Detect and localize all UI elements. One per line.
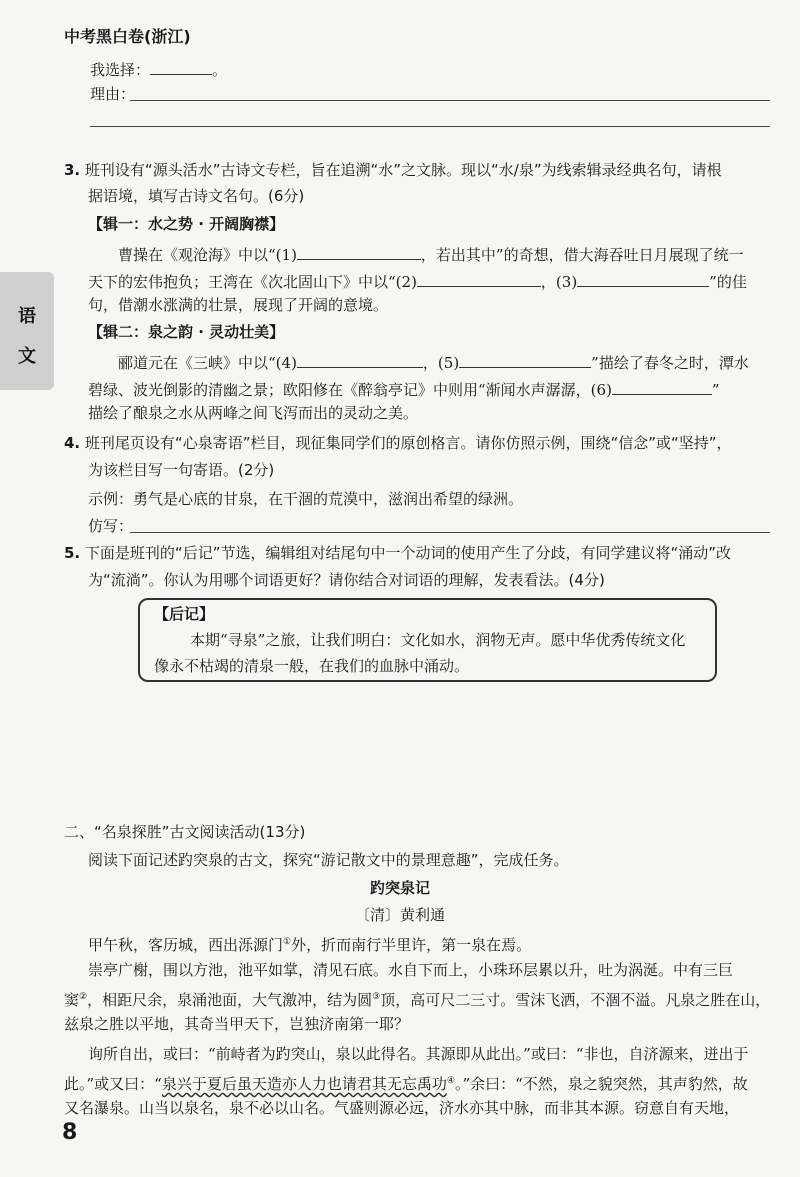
afterword-title: 【后记】: [154, 605, 215, 623]
q3-line-1: 3. 班刊设有“源头活水”古诗文专栏，旨在追溯“水”之文脉。现以“水/泉”为线索辑录经典名句，请根: [64, 161, 722, 179]
blank-3[interactable]: [577, 268, 709, 287]
side-tab-char-1: 语: [18, 306, 36, 327]
q5-number: 5.: [64, 544, 81, 562]
part2-intro: 阅读下面记述趵突泉的古文，探究“游记散文中的景理意趣”，完成任务。: [88, 851, 569, 869]
reason-line-2[interactable]: [90, 126, 770, 127]
q3-sec1-line-3: 句，借潮水涨满的壮景，展现了开阔的意境。: [88, 296, 389, 314]
header-title: 中考黑白卷(浙江): [64, 27, 191, 46]
q3-sec1-line-2: 天下的宏伟抱负；王湾在《次北固山下》中以“(2) ，(3) ”的佳: [88, 268, 747, 292]
q5-line-1: 5. 下面是班刊的“后记”节选，编辑组对结尾句中一个动词的使用产生了分歧，有同学建议将“涌动”改: [64, 544, 732, 562]
q3-sec2-line-1: 郦道元在《三峡》中以“(4) ，(5) ”描绘了春冬之时，潭水: [118, 349, 749, 373]
afterword-line-2: 像永不枯竭的清泉一般，在我们的血脉中涌动。: [154, 657, 470, 675]
choice-end: 。: [212, 61, 228, 79]
q4-number: 4.: [64, 434, 81, 452]
essay-para-3-line-1: 询所自出，或曰：“前峙者为趵突山，泉以此得名。其源即从此出。”或曰：“非也，自济源来，迸出于: [88, 1045, 749, 1063]
blank-1[interactable]: [297, 241, 421, 260]
blank-2[interactable]: [417, 268, 541, 287]
imitate-answer-line[interactable]: [130, 532, 770, 533]
q4-line-1: 4. 班刊尾页设有“心泉寄语”栏目，现征集同学们的原创格言。请你仿照示例，围绕“信念”或“坚持”，: [64, 434, 732, 452]
q3-sec1-line-1: 曹操在《观沧海》中以“(1) ，若出其中”的奇想，借大海吞吐日月展现了统一: [118, 241, 744, 265]
part2-title: 二、“名泉探胜”古文阅读活动(13分): [64, 823, 306, 841]
q3-sec2-line-2: 碧绿、波光倒影的清幽之景；欧阳修在《醉翁亭记》中则用“渐闻水声潺潺，(6) ”: [88, 376, 720, 400]
q3-line-2: 据语境，填写古诗文名句。(6分): [88, 187, 305, 205]
wavy-underlined-sentence: 泉兴于夏后虽天造亦人力也请君其无忘禹功: [161, 1075, 447, 1093]
q4-imitate-label: 仿写：: [88, 517, 134, 535]
blank-4[interactable]: [297, 349, 423, 368]
q4-line-2: 为该栏目写一句寄语。(2分): [88, 461, 275, 479]
q5-line-2: 为“流淌”。你认为用哪个词语更好？请你结合对词语的理解，发表看法。(4分): [88, 571, 605, 589]
essay-para-2-line-2: 窦②，相距尺余，泉涌池面，大气激冲，结为圆③顶，高可尺二三寸。雪沫飞洒，不涸不溢。凡泉之胜在山，: [64, 991, 771, 1009]
reason-label: 理由：: [90, 85, 136, 103]
choice-row: [90, 56, 227, 80]
q3-section-2-title: 【辑二：泉之韵 · 灵动壮美】: [88, 323, 285, 341]
essay-author: 〔清〕黄利通: [354, 906, 445, 924]
subject-side-tab: [0, 272, 54, 390]
reason-line-1[interactable]: [130, 100, 770, 101]
essay-para-3-line-2: 此。”或又曰：“泉兴于夏后虽天造亦人力也请君其无忘禹功④。”余曰：“不然，泉之貌突然，其声豹然，故: [64, 1075, 748, 1093]
q3-section-1-title: 【辑一：水之势 · 开阔胸襟】: [88, 215, 285, 233]
choice-label: 我选择：: [90, 61, 151, 79]
side-tab-char-2: 文: [18, 346, 36, 367]
q3-number: 3.: [64, 161, 81, 179]
q4-example: 示例：勇气是心底的甘泉，在干涸的荒漠中，滋润出希望的绿洲。: [88, 490, 524, 508]
afterword-line-1: 本期“寻泉”之旅，让我们明白：文化如水，润物无声。愿中华优秀传统文化: [190, 631, 686, 649]
essay-para-1: 甲午秋，客历城，西出泺源门①外，折而南行半里许，第一泉在焉。: [88, 936, 532, 954]
page-number: 8: [62, 1120, 78, 1145]
blank-5[interactable]: [459, 349, 591, 368]
essay-para-2-line-1: 崇亭广榭，围以方池，池平如掌，清见石底。水自下而上，小珠环层累以升，吐为涡涎。中有三巨: [88, 961, 734, 979]
essay-title: 趵突泉记: [369, 879, 430, 897]
essay-para-3-line-3: 又名瀑泉。山当以泉名，泉不必以山名。气盛则源必远，济水亦其中脉，而非其本源。窃意自有天地，: [64, 1099, 740, 1117]
q3-sec2-line-3: 描绘了酿泉之水从两峰之间飞泻而出的灵动之美。: [88, 404, 419, 422]
choice-blank[interactable]: [150, 56, 212, 75]
essay-para-2-line-3: 兹泉之胜以平地，其奇当甲天下，岂独济南第一耶？: [64, 1015, 410, 1033]
blank-6[interactable]: [612, 376, 712, 395]
